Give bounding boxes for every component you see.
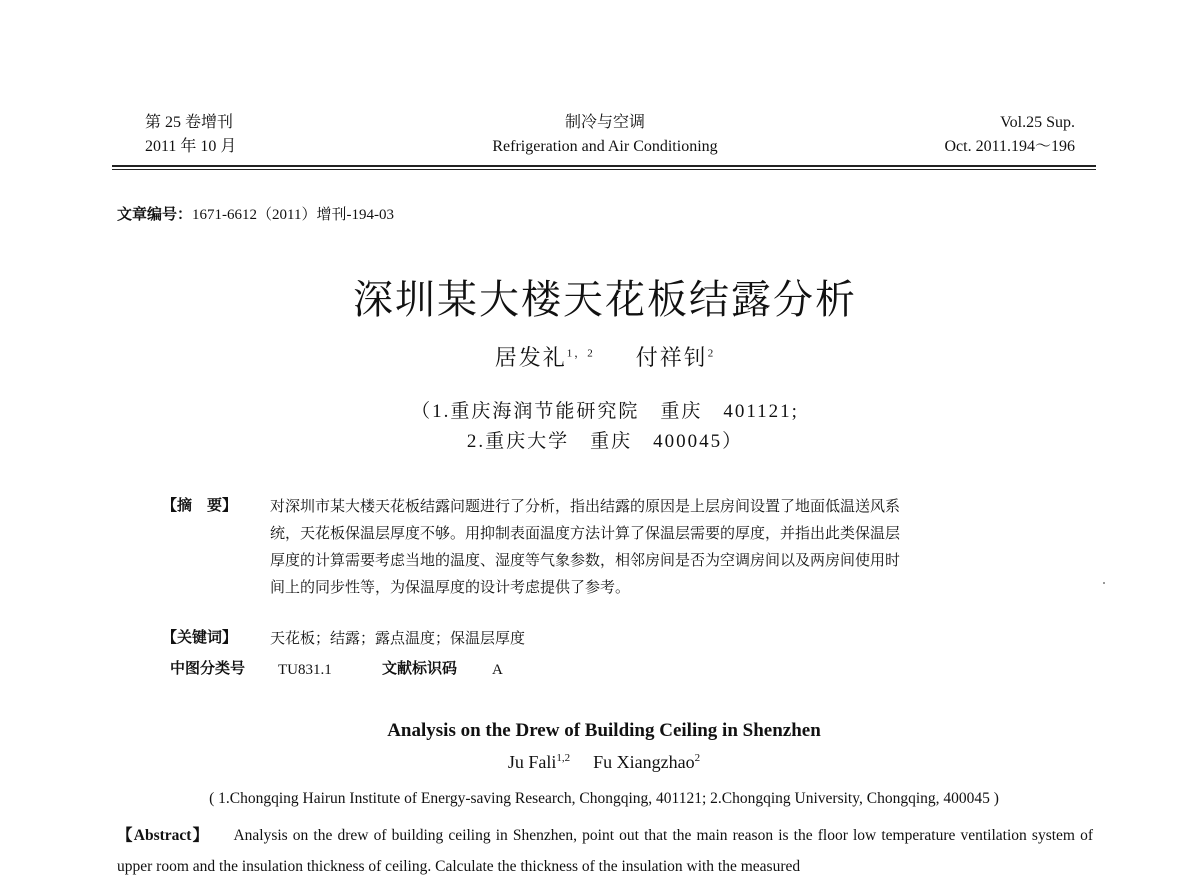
header-pages-en: Oct. 2011.194～196 <box>944 138 1075 155</box>
abstract-zh-line: 统，天花板保温层厚度不够。用抑制表面温度方法计算了保温层需要的厚度，并指出此类保温层 <box>270 526 901 542</box>
abstract-en-text: Analysis on the drew of building ceiling in Shenzhen, point out that the main reason is the floor low temperature ventilation system of upper room and the insulation thickness of ceiling. Calculate the thickness of the insulation with the measured <box>117 827 1093 875</box>
article-number-label: 文章编号： <box>117 205 193 223</box>
author-name: Ju Fali <box>507 752 557 772</box>
header-rule-thin <box>112 169 1096 170</box>
affiliation-zh <box>0 397 1200 457</box>
running-header-center <box>430 111 780 159</box>
header-date-zh: 2011 年 10 月 <box>145 138 237 155</box>
doc-code-value: A <box>492 662 503 678</box>
scan-speck <box>1103 582 1105 584</box>
author-name: Fu Xiangzhao <box>593 752 695 772</box>
keywords-zh-value: 天花板；结露；露点温度；保温层厚度 <box>270 631 526 647</box>
affiliation-en: ( 1.Chongqing Hairun Institute of Energy-saving Research, Chongqing, 401121; 2.Chongqing University, Chongqing, 400045 ) <box>209 790 999 807</box>
authors-en <box>0 752 1200 773</box>
author-affiliation-mark: 2 <box>694 752 701 764</box>
running-header-left <box>145 111 275 159</box>
abstract-zh-line: 间上的同步性等，为保温厚度的设计考虑提供了参考。 <box>270 580 631 596</box>
header-journal-zh: 制冷与空调 <box>564 114 645 131</box>
paper-title-zh: 深圳某大楼天花板结露分析 <box>353 277 857 323</box>
paper-title-en: Analysis on the Drew of Building Ceiling in Shenzhen <box>387 720 821 741</box>
clc-label: 中图分类号 <box>170 659 246 677</box>
header-rule-thick <box>112 165 1096 167</box>
abstract-zh-line: 厚度的计算需要考虑当地的温度、湿度等气象参数，相邻房间是否为空调房间以及两房间使用时 <box>270 553 901 569</box>
affiliation-zh-line: （1.重庆海润节能研究院 重庆 401121; <box>411 401 799 422</box>
author-name: 付祥钊 <box>635 345 708 370</box>
keywords-zh-label: 【关键词】 <box>162 628 238 646</box>
abstract-zh-label: 【摘 要】 <box>162 496 238 514</box>
abstract-zh-body <box>270 494 1060 602</box>
abstract-zh-line: 对深圳市某大楼天花板结露问题进行了分析，指出结露的原因是上层房间设置了地面低温送风系 <box>270 499 901 515</box>
author-affiliation-mark: 2 <box>707 347 716 360</box>
header-volume-en: Vol.25 Sup. <box>1000 114 1075 131</box>
abstract-en <box>117 820 1093 882</box>
clc-value: TU831.1 <box>278 662 332 678</box>
running-header-right <box>880 111 1075 159</box>
author-affiliation-mark: 1，2 <box>566 347 595 360</box>
header-volume-zh: 第 25 卷增刊 <box>145 114 234 131</box>
article-number-value: 1671-6612（2011）增刊-194-03 <box>192 207 394 223</box>
header-journal-en: Refrigeration and Air Conditioning <box>492 138 718 155</box>
affiliation-zh-line: 2.重庆大学 重庆 400045） <box>466 431 744 452</box>
author-affiliation-mark: 1,2 <box>556 752 571 764</box>
authors-zh <box>0 341 1200 372</box>
doc-code-label: 文献标识码 <box>382 659 458 677</box>
article-number <box>117 203 394 224</box>
author-name: 居发礼 <box>494 345 567 370</box>
abstract-en-label: 【Abstract】 <box>117 827 210 844</box>
